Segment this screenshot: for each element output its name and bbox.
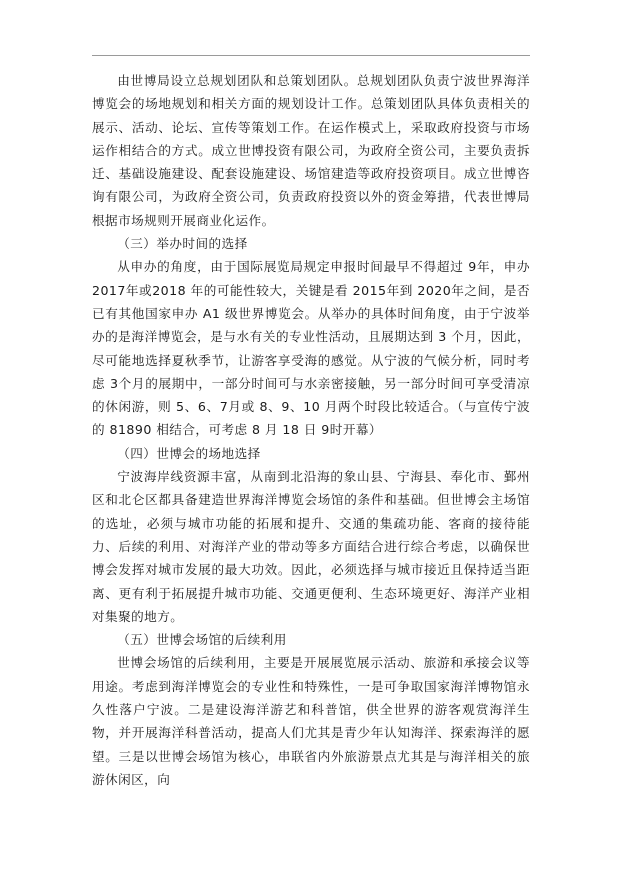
paragraph-body: 世博会场馆的后续利用，主要是开展展览展示活动、旅游和承接会议等用途。考虑到海洋博览会的专业性和特殊性，一是可争取国家海洋博物馆永久性落户宁波。二是建设海洋游艺和科普馆，供全世界的游客观赏海洋生物，并开展海洋科普活动，提高人们尤其是青少年认知海洋、探索海洋的愿望。三是以世博会场馆为核心，串联省内外旅游景点尤其是与海洋相关的旅游休闲区，向	[92, 655, 530, 787]
section-heading-timing: （三）举办时间的选择	[117, 236, 248, 252]
document-body	[92, 69, 530, 791]
paragraph-body: 宁波海岸线资源丰富，从南到北沿海的象山县、宁海县、奉化市、鄞州区和北仑区都具备建造世界海洋博览会场馆的条件和基础。但世博会主场馆的选址，必须与城市功能的拓展和提升、交通的集疏功能、客商的接待能力、后续的利用、对海洋产业的带动等多方面结合进行综合考虑，以确保世博会发挥对城市发展的最大功效。因此，必须选择与城市接近且保持适当距离、更有利于拓展提升城市功能、交通更便利、生态环境更好、海洋产业相对集聚的地方。	[92, 469, 530, 624]
section-heading-reuse: （五）世博会场馆的后续利用	[117, 632, 287, 648]
paragraph-body: 从申办的角度，由于国际展览局规定申报时间最早不得超过 9年，申办 2017年或2018 年的可能性较大，关键是看 2015年到 2020年之间，是否已有其他国家申办 A1 级世界博览会。从举办的具体时间角度，由于宁波举办的是海洋博览会，是与水有关的专业性活动，且展期达到 3 个月，因此，尽可能地选择夏秋季节，让游客享受海的感觉。从宁波的气候分析，同时考虑 3个月的展期中，一部分时间可与水亲密接触，另一部分时间可享受清凉的休闲游，则 5、6、7月或 8、9、10 月两个时段比较适合。（与宣传宁波的 81890 相结合，可考虑 8 月 18 日 9时开幕）	[92, 259, 530, 438]
section-heading-site: （四）世博会的场地选择	[117, 445, 261, 461]
header-rule	[92, 55, 530, 56]
paragraph-body: 由世博局设立总规划团队和总策划团队。总规划团队负责宁波世界海洋博览会的场地规划和相关方面的规划设计工作。总策划团队具体负责相关的展示、活动、论坛、宣传等策划工作。在运作模式上，采取政府投资与市场运作相结合的方式。成立世博投资有限公司，为政府全资公司，主要负责拆迁、基础设施建设、配套设施建设、场馆建造等政府投资项目。成立世博咨询有限公司，为政府全资公司，负责政府投资以外的资金筹措，代表世博局根据市场规则开展商业化运作。	[92, 73, 530, 228]
